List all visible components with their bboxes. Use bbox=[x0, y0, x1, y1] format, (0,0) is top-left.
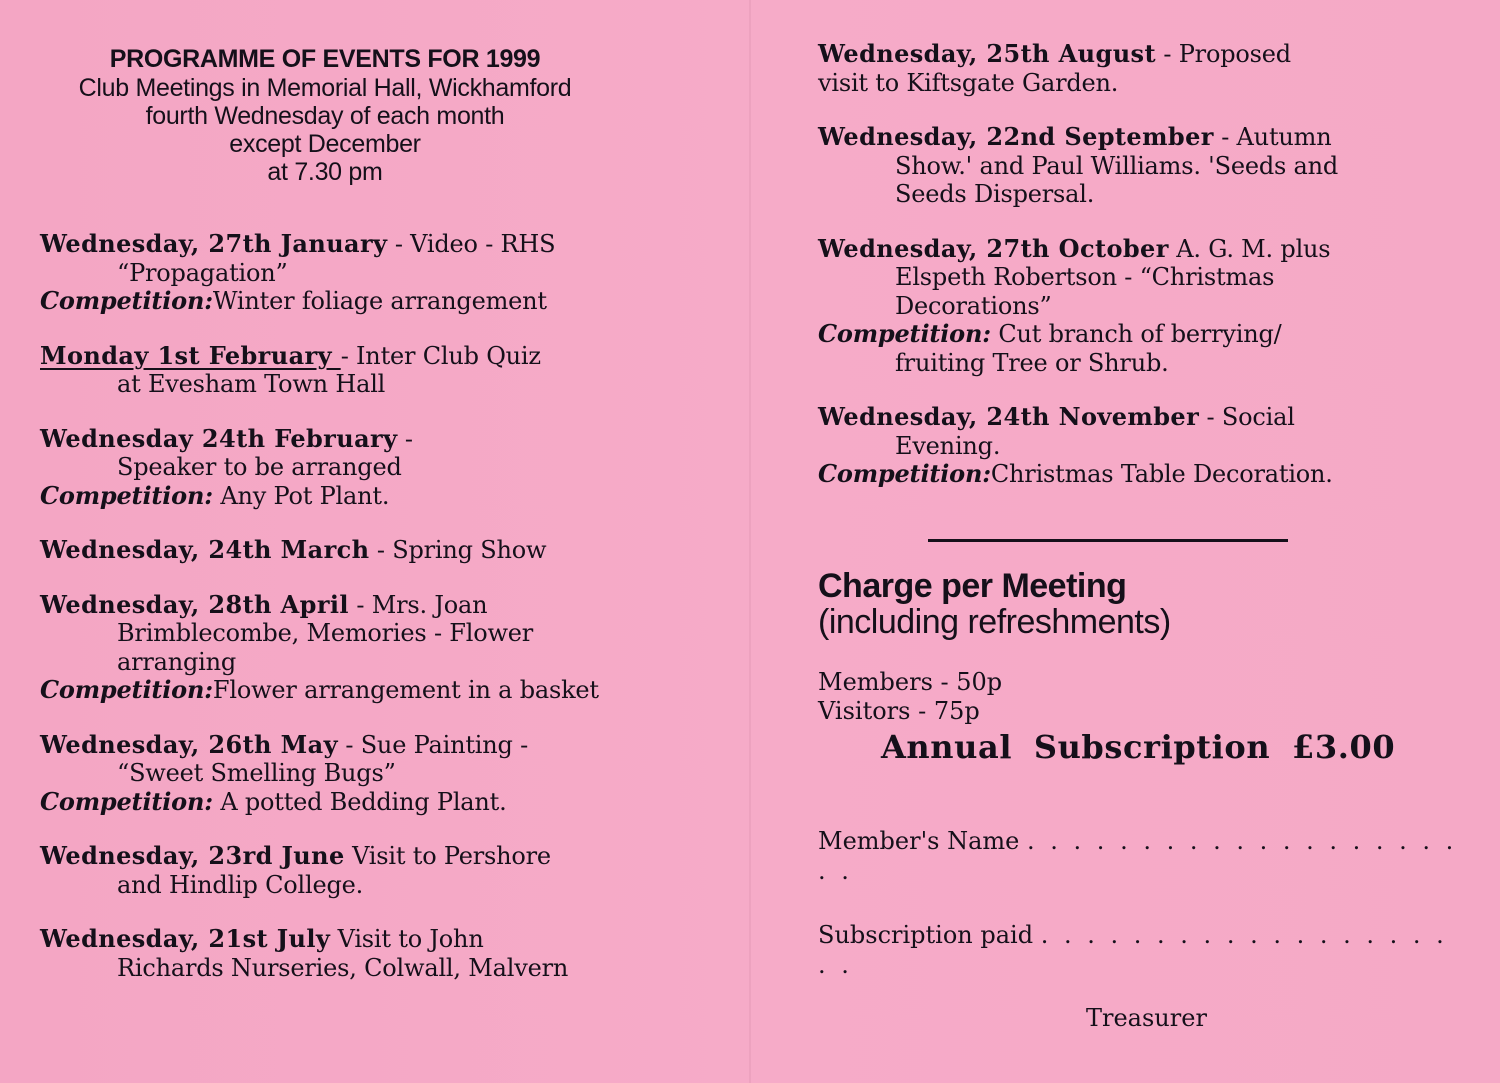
charges-subtitle: (including refreshments) bbox=[818, 602, 1171, 641]
event-desc-cont: Decorations” bbox=[895, 291, 1052, 320]
header-line-4: at 7.30 pm bbox=[267, 158, 383, 186]
left-panel bbox=[40, 44, 680, 982]
event-date: Wednesday, 27th October bbox=[818, 233, 1169, 263]
competition-text: Cut branch of berrying/ bbox=[990, 320, 1282, 348]
event-october bbox=[818, 235, 1458, 378]
event-date: Wednesday, 21st July bbox=[40, 924, 331, 953]
event-november bbox=[818, 403, 1458, 489]
event-desc: - Social bbox=[1199, 403, 1295, 431]
event-desc-cont: Seeds Dispersal. bbox=[895, 180, 1095, 208]
event-march bbox=[40, 536, 680, 565]
competition-line bbox=[818, 460, 1333, 488]
event-february-quiz bbox=[40, 342, 680, 399]
event-desc-cont: Speaker to be arranged bbox=[117, 453, 402, 481]
competition-label: Competition: bbox=[818, 459, 991, 488]
event-desc-cont: Evening. bbox=[895, 431, 1001, 460]
fold-line bbox=[749, 0, 751, 1083]
event-desc: Visit to John bbox=[330, 925, 484, 953]
subscription-paid-label: Subscription paid bbox=[818, 920, 1034, 949]
event-desc-cont: Richards Nurseries, Colwall, Malvern bbox=[117, 953, 569, 982]
header-line-2: fourth Wednesday of each month bbox=[145, 102, 505, 130]
divider-rule bbox=[928, 539, 1288, 542]
event-date: Wednesday, 25th August bbox=[818, 39, 1156, 68]
competition-label: Competition: bbox=[40, 786, 213, 816]
event-desc-cont: and Hindlip College. bbox=[117, 870, 364, 899]
member-name-label: Member's Name bbox=[818, 826, 1020, 855]
event-desc: - Proposed bbox=[1155, 40, 1291, 68]
competition-text: Winter foliage arrangement bbox=[212, 287, 547, 315]
event-september bbox=[818, 123, 1458, 209]
event-april bbox=[40, 591, 680, 705]
event-desc-cont: Show.' and Paul Williams. 'Seeds and bbox=[895, 151, 1339, 180]
competition-line bbox=[40, 788, 507, 816]
event-date: Wednesday, 26th May bbox=[40, 729, 338, 759]
competition-text: Christmas Table Decoration. bbox=[990, 460, 1333, 488]
header-line-3: except December bbox=[229, 130, 421, 158]
programme-header bbox=[40, 44, 610, 186]
competition-text: Any Pot Plant. bbox=[212, 481, 390, 510]
competition-line bbox=[40, 676, 599, 704]
event-january bbox=[40, 230, 680, 316]
member-name-dots: . . . . . . . . . . . . . . . . . . . . . bbox=[818, 826, 1458, 885]
annual-subscription: Annual Subscription £3.00 bbox=[881, 727, 1396, 766]
competition-text-cont: fruiting Tree or Shrub. bbox=[895, 348, 1169, 377]
event-desc: - Inter Club Quiz bbox=[340, 341, 541, 370]
charges-section bbox=[818, 568, 1458, 766]
event-july bbox=[40, 925, 680, 982]
competition-label: Competition: bbox=[40, 480, 213, 510]
event-may bbox=[40, 731, 680, 817]
event-desc-cont: at Evesham Town Hall bbox=[117, 370, 386, 398]
event-desc: - Spring Show bbox=[369, 536, 547, 564]
event-date: Wednesday, 28th April bbox=[40, 589, 349, 619]
competition-text: Flower arrangement in a basket bbox=[212, 676, 599, 704]
programme-title: PROGRAMME OF EVENTS FOR 1999 bbox=[109, 45, 541, 73]
event-august bbox=[818, 40, 1458, 97]
right-panel bbox=[818, 40, 1458, 1032]
member-name-line bbox=[818, 826, 1458, 886]
event-desc: - Mrs. Joan bbox=[348, 590, 488, 619]
event-desc: - Sue Painting - bbox=[337, 730, 529, 759]
event-date: Wednesday, 27th January bbox=[40, 229, 388, 258]
event-desc-cont: “Sweet Smelling Bugs” bbox=[117, 759, 396, 787]
event-desc-cont: Brimblecombe, Memories - Flower bbox=[117, 619, 534, 647]
event-date: Wednesday, 23rd June bbox=[40, 841, 345, 870]
competition-text: A potted Bedding Plant. bbox=[212, 787, 507, 816]
subscription-paid-dots: . . . . . . . . . . . . . . . . . . . . bbox=[818, 920, 1448, 979]
subscription-paid-line bbox=[818, 920, 1458, 980]
event-desc-cont: Elspeth Robertson - “Christmas bbox=[895, 263, 1275, 291]
event-date: Wednesday, 24th November bbox=[818, 402, 1200, 431]
competition-line bbox=[40, 482, 389, 510]
event-date: Wednesday, 22nd September bbox=[818, 122, 1214, 151]
event-desc: - Autumn bbox=[1213, 123, 1332, 151]
charges-title: Charge per Meeting bbox=[818, 566, 1127, 605]
competition-line bbox=[40, 287, 547, 315]
event-date: Wednesday 24th February bbox=[40, 423, 398, 453]
competition-label: Competition: bbox=[818, 319, 991, 348]
competition-line bbox=[818, 320, 1282, 348]
event-desc: - bbox=[397, 424, 413, 453]
competition-label: Competition: bbox=[40, 286, 213, 315]
event-desc-cont: arranging bbox=[117, 647, 237, 676]
event-desc: Visit to Pershore bbox=[344, 842, 551, 870]
treasurer-label: Treasurer bbox=[1086, 1003, 1207, 1032]
visitors-price: Visitors - 75p bbox=[818, 696, 980, 725]
event-desc: - Video - RHS bbox=[387, 230, 556, 258]
event-date: Monday 1st February bbox=[40, 340, 341, 370]
competition-label: Competition: bbox=[40, 675, 213, 704]
header-line-1: Club Meetings in Memorial Hall, Wickhamford bbox=[78, 74, 572, 102]
members-price: Members - 50p bbox=[818, 667, 1003, 696]
event-desc: A. G. M. plus bbox=[1168, 234, 1331, 263]
event-desc-cont: visit to Kiftsgate Garden. bbox=[818, 68, 1119, 97]
event-date: Wednesday, 24th March bbox=[40, 535, 370, 564]
event-june bbox=[40, 842, 680, 899]
event-february bbox=[40, 425, 680, 511]
event-desc-cont: “Propagation” bbox=[117, 258, 288, 287]
